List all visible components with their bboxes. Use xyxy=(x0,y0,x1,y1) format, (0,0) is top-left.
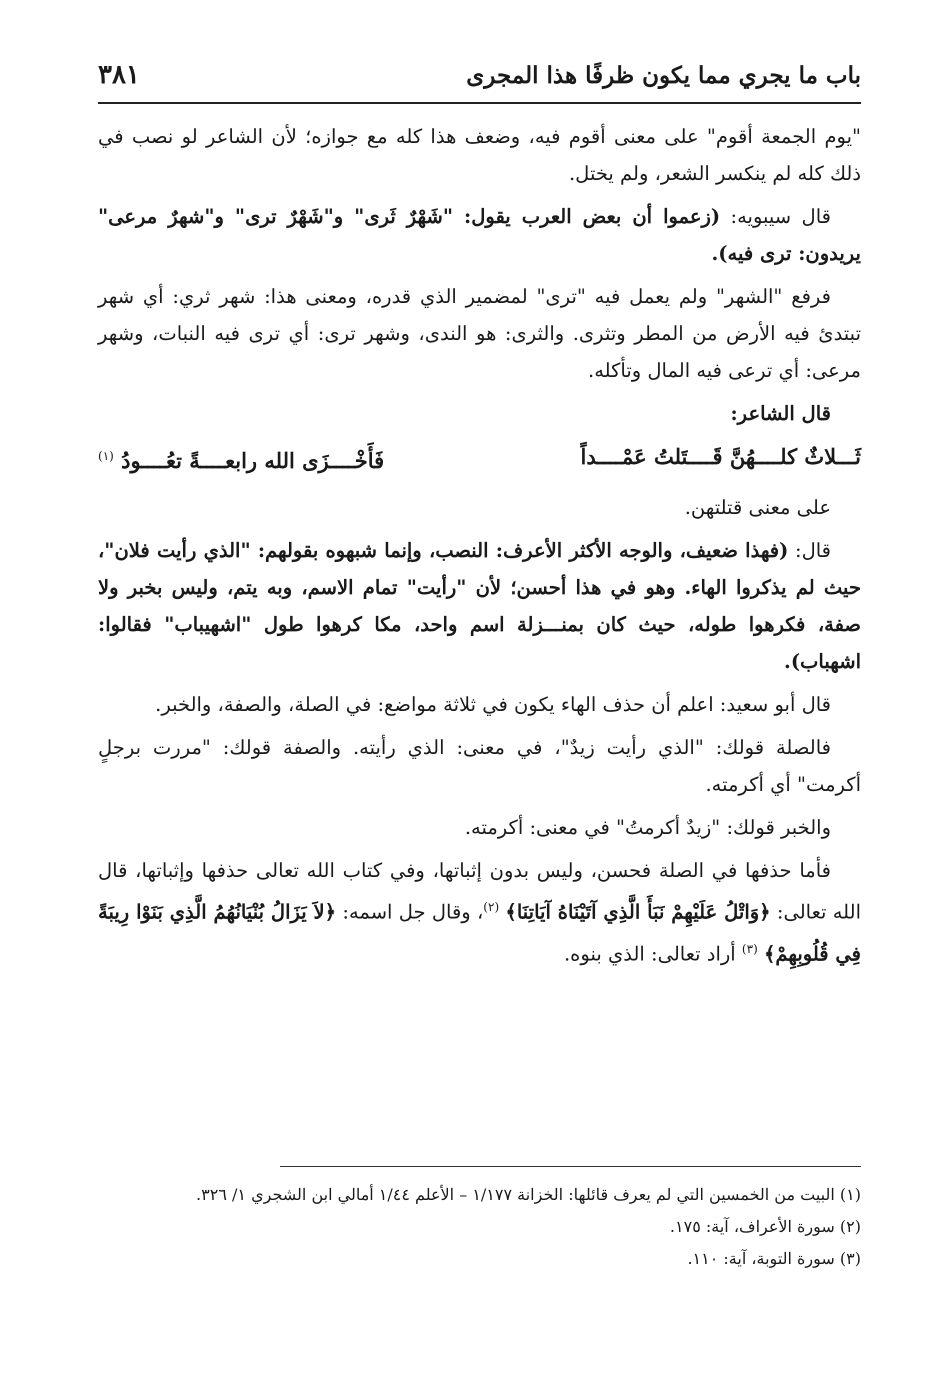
quran-quote-2: ﴿لاَ يَزَالُ بُنْيَانُهُمُ الَّذِي بَنَوْا رِيبَةً فِي قُلُوبِهِمْ﴾ xyxy=(98,900,861,965)
verse-second-hemistich xyxy=(98,438,384,479)
paragraph-8: والخبر قولك: "زيدٌ أكرمتُ" في معنى: أكرمته. xyxy=(464,816,831,839)
paragraph-4: على معنى قتلتهن. xyxy=(684,496,831,519)
footnote-1: (١) البيت من الخمسين التي لم يعرف قائلها: الخزانة ١/١٧٧ – الأعلم ١/٤٤ أمالي ابن الشجري ١/ ٣٢٦. xyxy=(196,1185,861,1204)
paragraph-9-part-b: ، وقال جل اسمه: xyxy=(336,900,484,924)
paragraph-6: قال أبو سعيد: اعلم أن حذف الهاء يكون في ثلاثة مواضع: في الصلة، والصفة، والخبر. xyxy=(155,693,831,716)
poet-intro: قال الشاعر: xyxy=(730,402,831,425)
paragraph-3: فرفع "الشهر" ولم يعمل فيه "ترى" لمضمير الذي قدره، ومعنى هذا: شهر ثري: أي شهر تبتدئ فيه الأرض من المطر وتثرى. والثرى: هو الندى، وشهر ترى: أي ترى فيه النبات، وشهر مرعى: أي ترعى فيه المال وتأكله. xyxy=(98,285,861,382)
quran-quote-1: ﴿وَاتْلُ عَلَيْهِمْ نَبَأَ الَّذِي آتَيْنَاهُ آيَاتِنَا﴾ xyxy=(505,900,771,924)
verse-first-hemistich: ثَـــلاثٌ كلــــهُنَّ قَــــتَلتُ عَمْــــداً xyxy=(580,444,861,469)
footnote-marker-3: (٣) xyxy=(741,941,758,956)
footnote-3: (٣) سورة التوبة، آية: ١١٠. xyxy=(687,1249,861,1268)
main-text xyxy=(98,118,861,978)
verse-second-text: فَأَخْــــزَى الله رابعــــةً تعُــــودُ xyxy=(121,448,385,473)
running-title: باب ما يجري مما يكون ظرفًا هذا المجرى xyxy=(466,62,861,89)
footnote-marker-2: (٢) xyxy=(483,900,500,914)
poetry-verse xyxy=(98,438,861,479)
paragraph-1: "يوم الجمعة أقوم" على معنى أقوم فيه، وضعف هذا كله مع جوازه؛ لأن الشاعر لو نصب في ذلك كله لم ينكسر الشعر، ولم يختل. xyxy=(98,125,861,185)
paragraph-2-lead: قال سيبويه: xyxy=(720,205,831,228)
sibawayh-quote: (زعموا أن بعض العرب يقول: "شَهْرٌ ثَرى" و"شَهْرٌ ترى" و"شهرٌ مرعى" يريدون: ترى فيه). xyxy=(98,205,861,265)
paragraph-9 xyxy=(98,852,861,972)
paragraph-7: فالصلة قولك: "الذي رأيت زيدٌ"، في معنى: الذي رأيته. والصفة قولك: "مررت برجلٍ أكرمت" أي أكرمته. xyxy=(98,736,861,796)
page-number: ٣٨١ xyxy=(98,60,140,90)
paragraph-5-lead: قال: xyxy=(788,539,831,562)
paragraph-9-part-a: فأما حذفها في الصلة فحسن، وليس بدون إثباتها، وفي كتاب الله تعالى حذفها وإثباتها، قال الله تعالى: xyxy=(98,859,861,924)
footnote-marker-1: (١) xyxy=(98,449,114,463)
page-header xyxy=(98,52,861,104)
paragraph-2 xyxy=(98,198,861,272)
footnote-2: (٢) سورة الأعراف، آية: ١٧٥. xyxy=(669,1217,861,1236)
footnote-divider xyxy=(280,1166,861,1167)
footnotes xyxy=(98,1180,861,1276)
paragraph-5 xyxy=(98,532,861,680)
paragraph-5-quote: (فهذا ضعيف، والوجه الأكثر الأعرف: النصب، وإنما شبهوه بقولهم: "الذي رأيت فلان"، حيث لم يذكروا الهاء. وهو في هذا أحسن؛ لأن "رأيت" تمام الاسم، وبه يتم، وليس بخبر ولا صفة، فكرهوا طوله، حيث كان بمنـــزلة اسم واحد، مكا كرهوا طول "اشهيباب" فقالوا: اشهباب). xyxy=(98,539,861,673)
paragraph-9-part-c: أراد تعالى: الذي بنوه. xyxy=(563,942,742,965)
